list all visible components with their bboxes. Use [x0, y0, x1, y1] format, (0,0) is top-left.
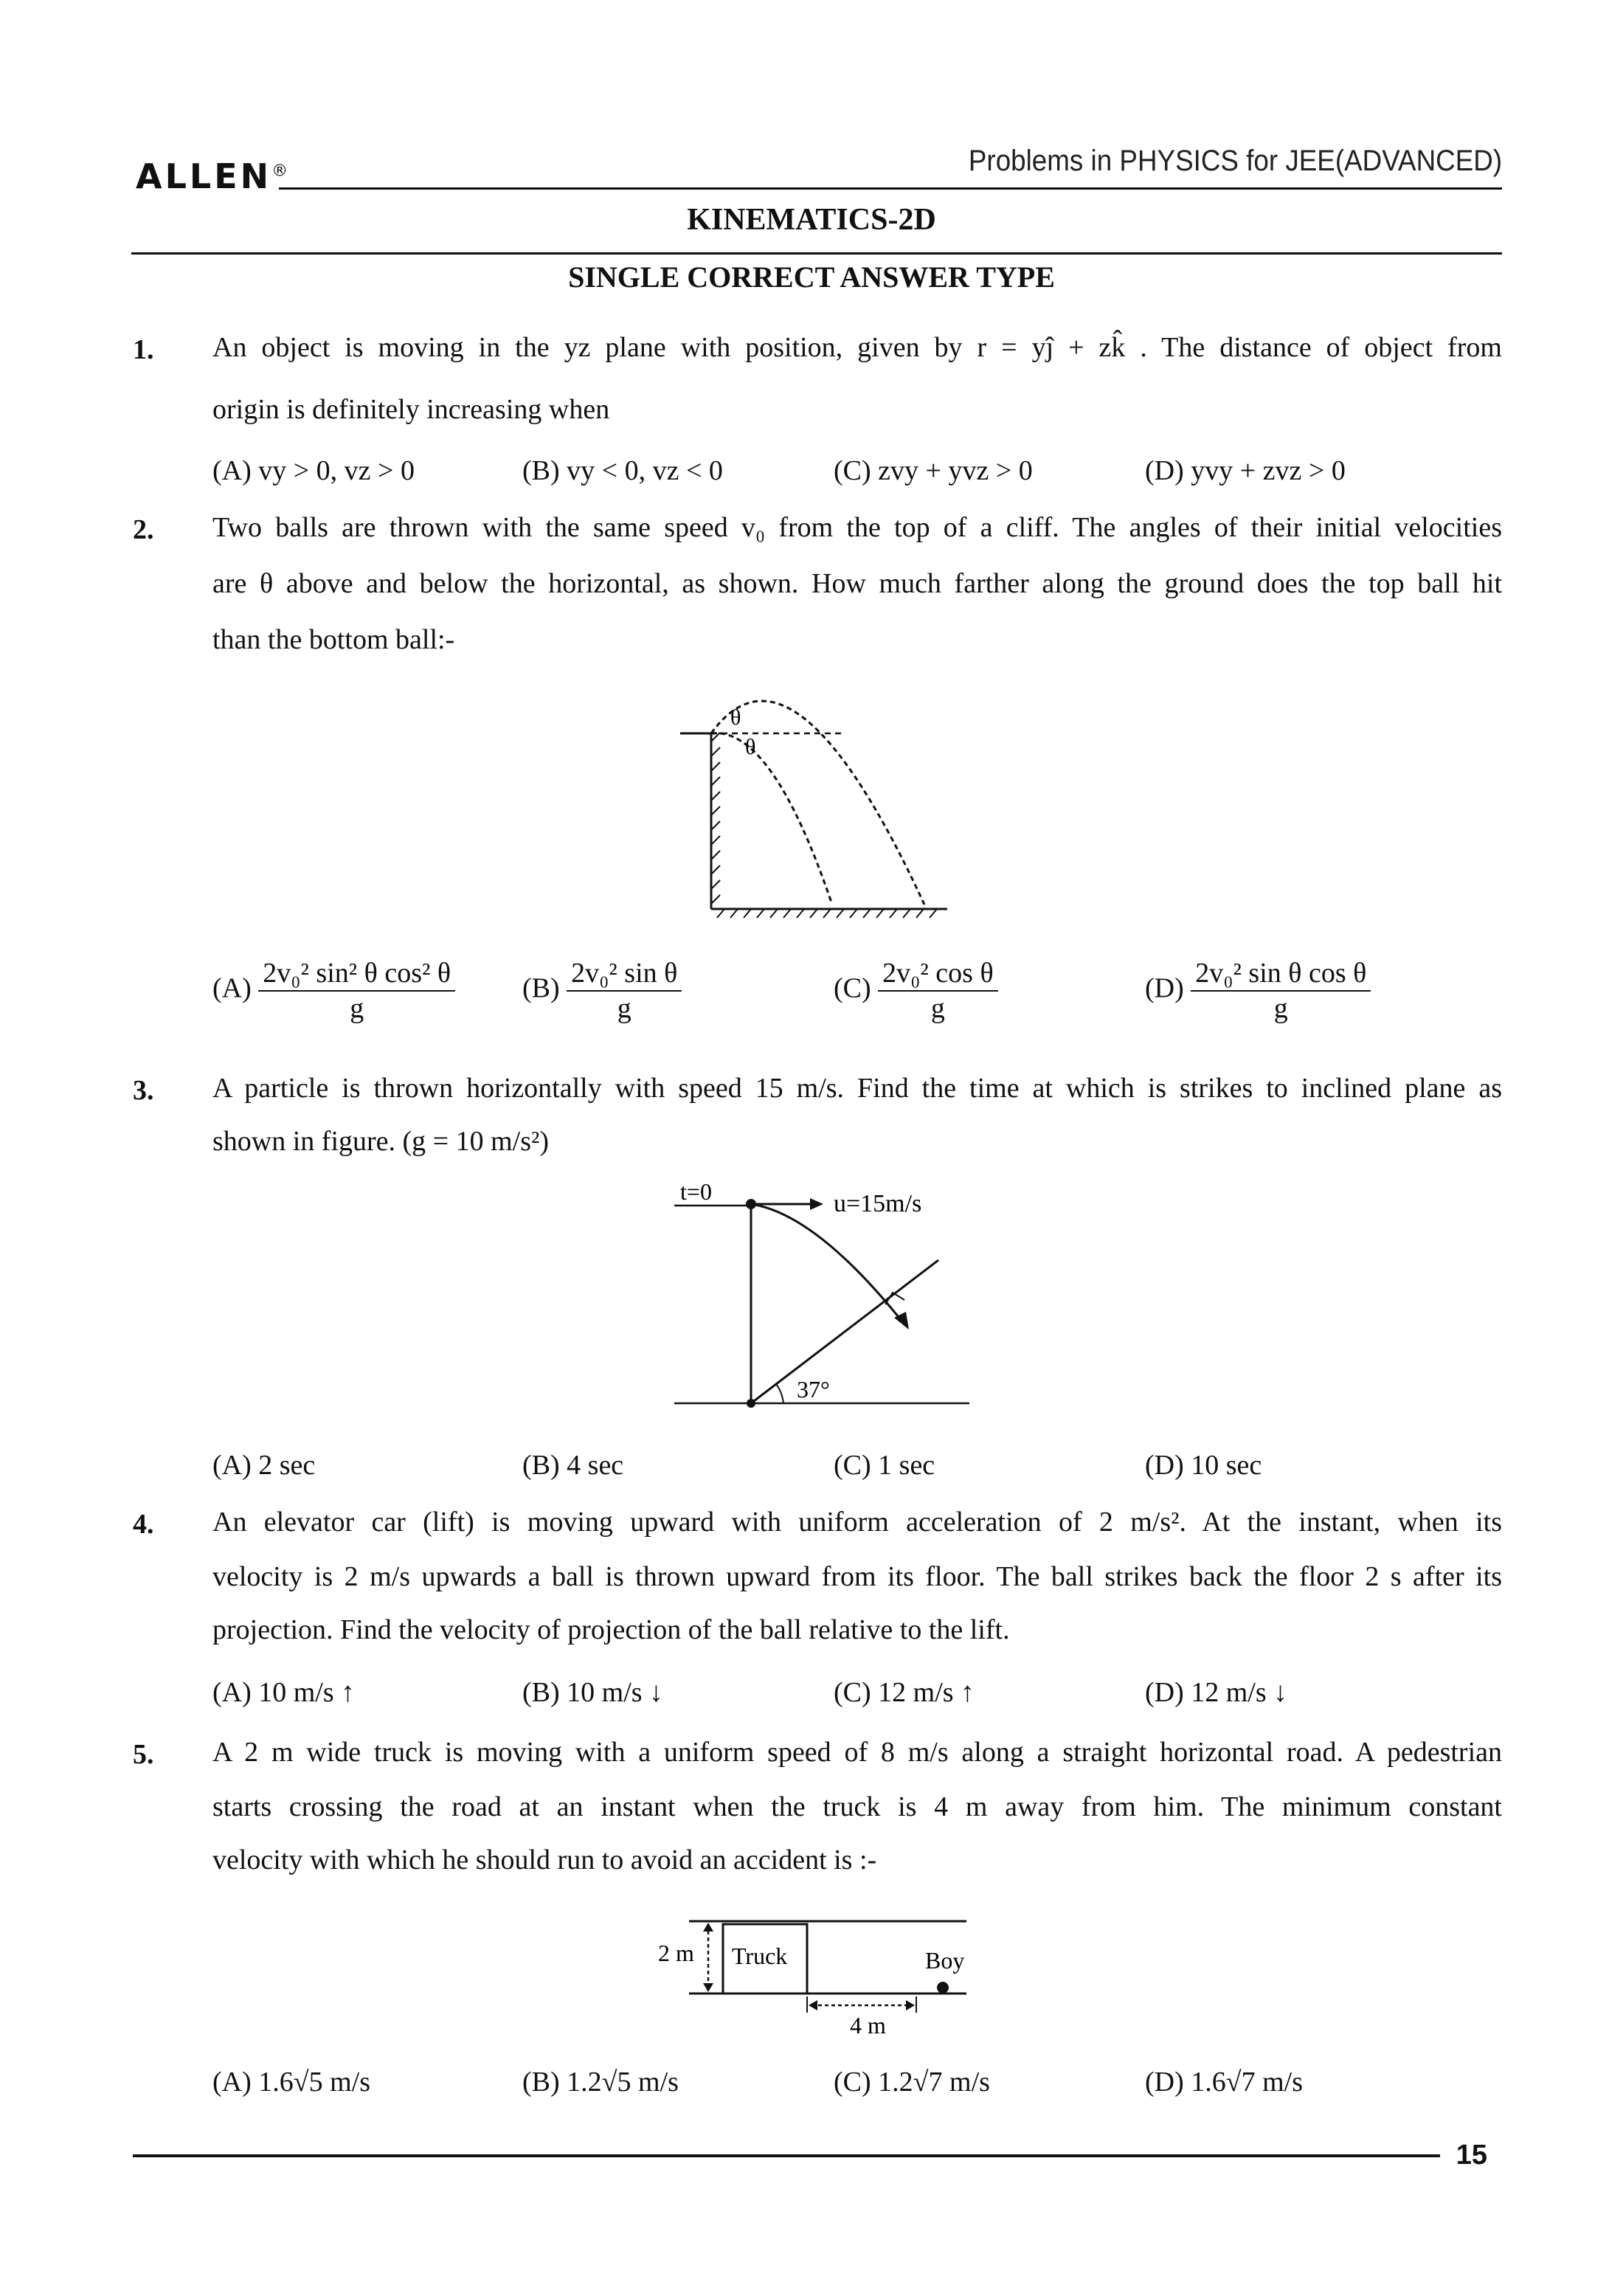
question-text-line: Two balls are thrown with the same speed v₀ from the top of a cliff. The angles of their initial velocities: [212, 512, 1502, 543]
section-title: SINGLE CORRECT ANSWER TYPE: [568, 260, 1055, 294]
question-text-line: projection. Find the velocity of projection of the ball relative to the lift.: [212, 1614, 1010, 1645]
question-text-line: starts crossing the road at an instant when the truck is 4 m away from him. The minimum constant: [212, 1791, 1502, 1822]
incline-line: [751, 1260, 938, 1403]
width-arrow-up: [703, 1923, 713, 1932]
question-text-line: An object is moving in the yz plane with position, given by r = yĵ + zk̂ . The distance of object from: [212, 332, 1502, 363]
angle-arc: [776, 1384, 783, 1403]
option-b: (B) 1.2√5 m/s: [522, 2067, 679, 2098]
question-number: 5.: [133, 1739, 154, 1770]
truck-label: Truck: [732, 1943, 788, 1969]
distance-label: 4 m: [850, 2012, 886, 2039]
base-dot: [747, 1399, 755, 1408]
chapter-rule: [131, 252, 1502, 255]
question-text-line: origin is definitely increasing when: [212, 394, 610, 425]
right-angle-mark: [885, 1293, 904, 1304]
cliff-projectile-figure: [664, 671, 959, 922]
question-text-line: shown in figure. (g = 10 m/s²): [212, 1126, 550, 1157]
option-d: (D) 12 m/s ↓: [1145, 1677, 1288, 1708]
option-b: (B) 10 m/s ↓: [522, 1677, 664, 1708]
option-a: (A) 2 sec: [212, 1450, 316, 1481]
distance-arrow-left: [809, 2000, 817, 2010]
ground-hatching: [717, 909, 937, 918]
projectile-path: [751, 1204, 902, 1321]
angle-label-top: θ: [730, 705, 741, 730]
option-d: (D) $\frac{\text{2v₀² sin θ cos θ}}{g}$: [1145, 956, 1371, 1026]
book-title: Problems in PHYSICS for JEE(ADVANCED): [968, 145, 1502, 177]
question-text-line: than the bottom ball:-: [212, 624, 455, 655]
distance-arrow-right: [906, 2000, 915, 2010]
option-b: (B) 4 sec: [522, 1450, 624, 1481]
question-text-line: An elevator car (lift) is moving upward with uniform acceleration of 2 m/s². At the instant, when its: [212, 1507, 1502, 1538]
angle-label-bottom: θ: [745, 735, 756, 759]
truck-road-figure: [649, 1906, 989, 2039]
option-c: (C) zvy + yvz > 0: [834, 455, 1033, 486]
publisher-logo: ALLEN®: [136, 156, 288, 196]
option-c: (C) $\frac{\text{2v₀² cos θ}}{g}$: [834, 956, 998, 1026]
option-c: (C) 1.2√7 m/s: [834, 2067, 990, 2098]
chapter-title: KINEMATICS-2D: [687, 203, 936, 237]
option-c: (C) 12 m/s ↑: [834, 1677, 975, 1708]
option-c: (C) 1 sec: [834, 1450, 935, 1481]
footer-rule: [133, 2154, 1440, 2157]
option-a: (A) vy > 0, vz > 0: [212, 455, 415, 486]
boy-dot: [937, 1982, 949, 1994]
velocity-arrow-head: [810, 1198, 823, 1210]
question-number: 4.: [133, 1509, 154, 1540]
question-number: 2.: [133, 514, 154, 545]
width-label: 2 m: [658, 1940, 694, 1966]
option-d: (D) 10 sec: [1145, 1450, 1262, 1481]
question-text-line: A 2 m wide truck is moving with a uniform speed of 8 m/s along a straight horizontal road. A pedestrian: [212, 1737, 1502, 1768]
top-ball-trajectory: [711, 701, 924, 905]
question-text-line: A particle is thrown horizontally with speed 15 m/s. Find the time at which is strikes to inclined plane as: [212, 1073, 1502, 1104]
question-text-line: are θ above and below the horizontal, as shown. How much farther along the ground does the top ball hit: [212, 568, 1502, 599]
option-d: (D) 1.6√7 m/s: [1145, 2067, 1304, 2098]
question-text-line: velocity with which he should run to avoid an accident is :-: [212, 1844, 877, 1875]
time-label: t=0: [680, 1178, 712, 1205]
option-a: (A) 10 m/s ↑: [212, 1677, 356, 1708]
width-arrow-down: [703, 1983, 713, 1992]
question-number: 3.: [133, 1075, 154, 1106]
header-rule: [279, 187, 1502, 190]
option-b: (B) vy < 0, vz < 0: [522, 455, 723, 486]
question-number: 1.: [133, 334, 154, 365]
inclined-plane-figure: [649, 1173, 989, 1417]
question-text-line: velocity is 2 m/s upwards a ball is thrown upward from its floor. The ball strikes back the floor 2 s after its: [212, 1561, 1502, 1592]
page-number: 15: [1456, 2140, 1487, 2171]
option-a: (A) $\frac{\text{2v₀² sin² θ cos² θ}}{g}$: [212, 956, 455, 1026]
option-a: (A) 1.6√5 m/s: [212, 2067, 371, 2098]
option-d: (D) yvy + zvz > 0: [1145, 455, 1346, 486]
speed-label: u=15m/s: [834, 1190, 922, 1217]
bottom-ball-trajectory: [711, 733, 832, 905]
cliff-hatching: [711, 733, 720, 904]
angle-label: 37°: [797, 1376, 830, 1403]
boy-label: Boy: [925, 1947, 965, 1974]
option-b: (B) $\frac{\text{2v₀² sin θ}}{g}$: [522, 956, 682, 1026]
